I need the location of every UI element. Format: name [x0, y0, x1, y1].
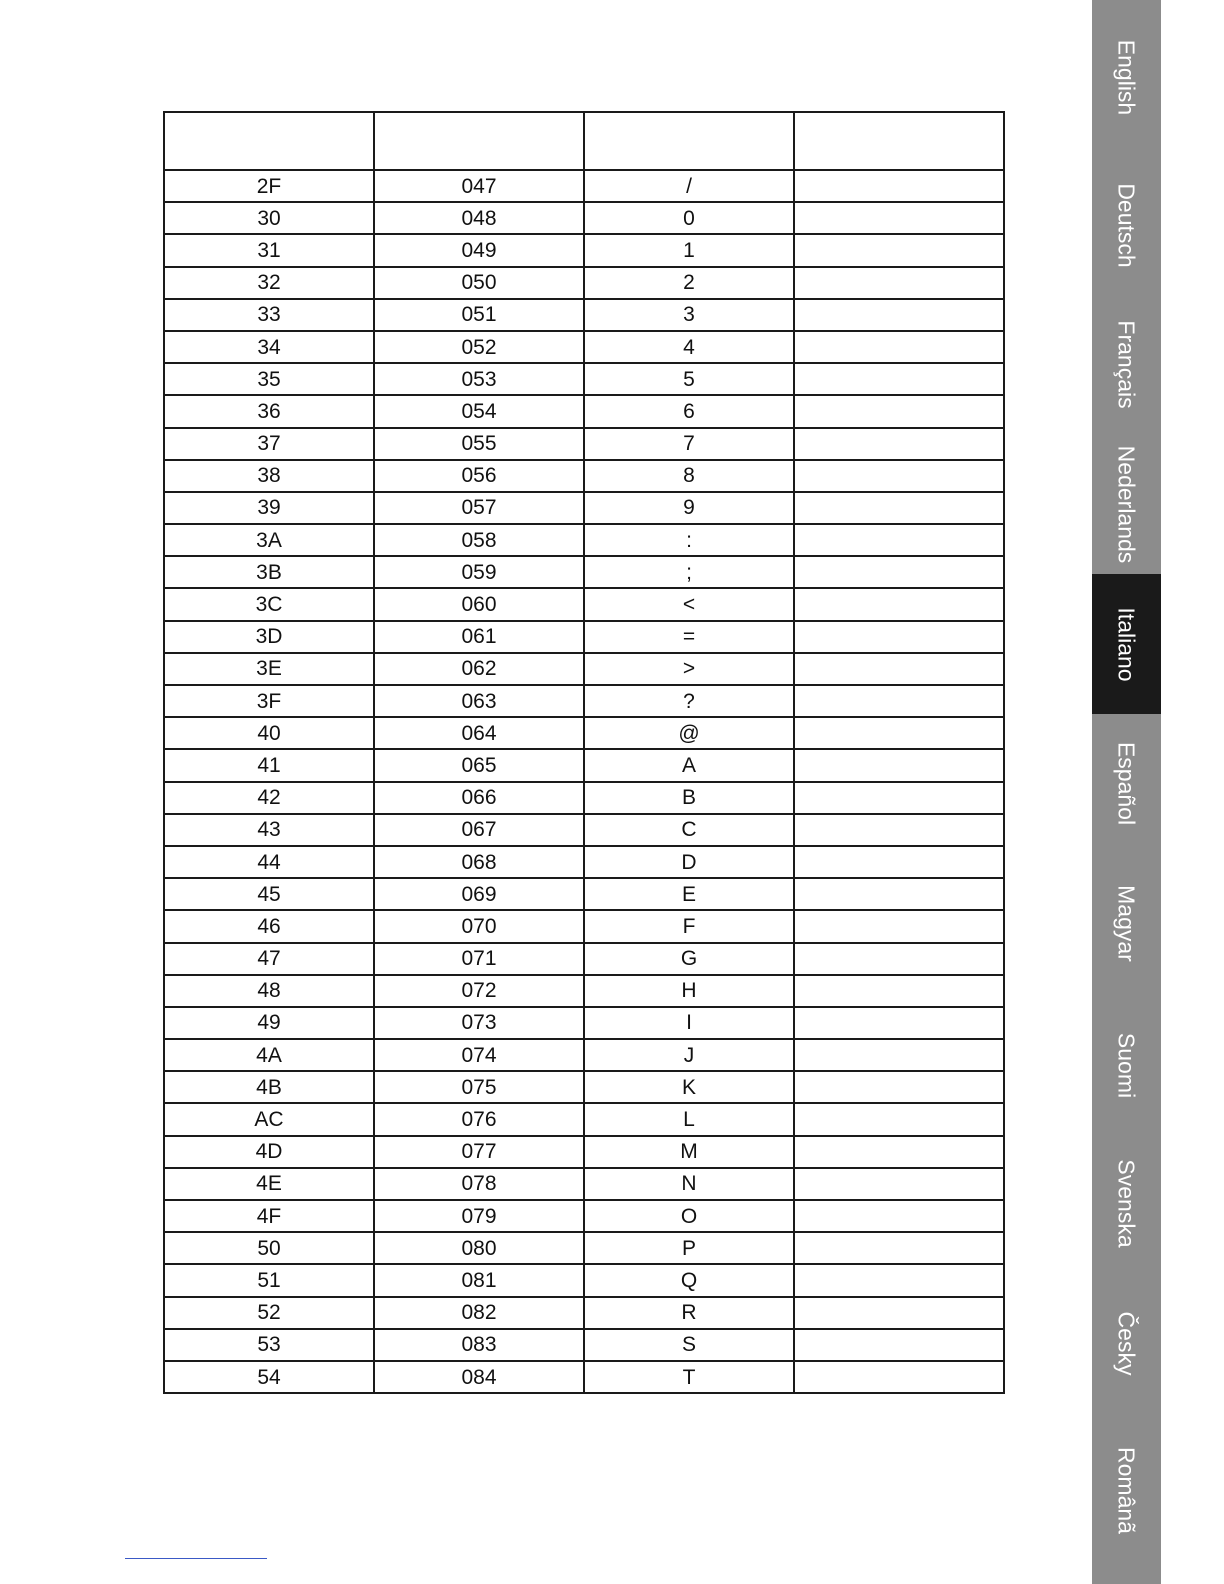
character-cell: Q: [584, 1264, 794, 1296]
character-cell: R: [584, 1297, 794, 1329]
table-row: [164, 170, 1004, 202]
table-row: [164, 653, 1004, 685]
hex-cell: 53: [164, 1329, 374, 1361]
character-cell: 2: [584, 267, 794, 299]
table-row: [164, 975, 1004, 1007]
lang-tab-magyar[interactable]: [1092, 856, 1161, 1000]
key-cell: [794, 717, 1004, 749]
character-cell: O: [584, 1200, 794, 1232]
hex-cell: 32: [164, 267, 374, 299]
decimal-cell: 081: [374, 1264, 584, 1296]
key-cell: [794, 428, 1004, 460]
character-cell: >: [584, 653, 794, 685]
key-cell: [794, 878, 1004, 910]
decimal-cell: 066: [374, 782, 584, 814]
character-cell: D: [584, 846, 794, 878]
lang-tab-label: Magyar: [1113, 884, 1140, 962]
table-header: [164, 112, 1004, 170]
decimal-cell: 074: [374, 1039, 584, 1071]
table-row: [164, 1136, 1004, 1168]
hex-cell: 3C: [164, 588, 374, 620]
lang-tab-italiano[interactable]: [1092, 574, 1161, 714]
table-row: [164, 1297, 1004, 1329]
hex-cell: 3A: [164, 524, 374, 556]
decimal-cell: 049: [374, 234, 584, 266]
character-cell: C: [584, 814, 794, 846]
hex-cell: 4B: [164, 1071, 374, 1103]
lang-tab-label: Deutsch: [1113, 182, 1140, 268]
lang-tab-label: Svenska: [1113, 1158, 1140, 1248]
hex-cell: 43: [164, 814, 374, 846]
table-row: [164, 331, 1004, 363]
ascii-code-table: [163, 111, 1005, 1394]
key-cell: [794, 170, 1004, 202]
decimal-cell: 076: [374, 1103, 584, 1135]
decimal-cell: 078: [374, 1168, 584, 1200]
key-cell: [794, 1039, 1004, 1071]
decimal-cell: 054: [374, 395, 584, 427]
lang-tab-romana[interactable]: [1092, 1426, 1161, 1584]
lang-tab-label: English: [1113, 39, 1140, 115]
decimal-cell: 073: [374, 1007, 584, 1039]
hex-cell: 46: [164, 910, 374, 942]
table-row: [164, 1232, 1004, 1264]
lang-tab-suomi[interactable]: [1092, 1000, 1161, 1143]
key-cell: [794, 556, 1004, 588]
character-cell: 9: [584, 492, 794, 524]
character-cell: H: [584, 975, 794, 1007]
character-cell: A: [584, 749, 794, 781]
decimal-cell: 059: [374, 556, 584, 588]
hex-cell: 51: [164, 1264, 374, 1296]
language-tabs: [1092, 0, 1161, 1584]
character-cell: P: [584, 1232, 794, 1264]
lang-tab-label: Românã: [1113, 1446, 1140, 1534]
key-cell: [794, 1168, 1004, 1200]
hex-cell: 2F: [164, 170, 374, 202]
key-cell: [794, 588, 1004, 620]
key-cell: [794, 621, 1004, 653]
key-cell: [794, 1103, 1004, 1135]
key-cell: [794, 1232, 1004, 1264]
key-cell: [794, 202, 1004, 234]
hex-cell: 31: [164, 234, 374, 266]
key-cell: [794, 299, 1004, 331]
character-cell: 1: [584, 234, 794, 266]
hex-cell: 3B: [164, 556, 374, 588]
table-row: [164, 1200, 1004, 1232]
character-cell: ?: [584, 685, 794, 717]
key-cell: [794, 1361, 1004, 1393]
hex-cell: 41: [164, 749, 374, 781]
table-row: [164, 524, 1004, 556]
table-row: [164, 910, 1004, 942]
character-cell: M: [584, 1136, 794, 1168]
key-cell: [794, 910, 1004, 942]
character-cell: K: [584, 1071, 794, 1103]
decimal-cell: 077: [374, 1136, 584, 1168]
character-cell: G: [584, 943, 794, 975]
lang-tab-label: Italiano: [1113, 606, 1140, 682]
hex-cell: 54: [164, 1361, 374, 1393]
decimal-cell: 058: [374, 524, 584, 556]
decimal-cell: 052: [374, 331, 584, 363]
key-cell: [794, 234, 1004, 266]
lang-tab-english[interactable]: [1092, 0, 1161, 150]
decimal-cell: 071: [374, 943, 584, 975]
key-cell: [794, 975, 1004, 1007]
table-row: [164, 588, 1004, 620]
decimal-cell: 070: [374, 910, 584, 942]
decimal-cell: 061: [374, 621, 584, 653]
table-row: [164, 846, 1004, 878]
hex-cell: 47: [164, 943, 374, 975]
table-row: [164, 1264, 1004, 1296]
table-row: [164, 428, 1004, 460]
footer-rule: [125, 1558, 267, 1559]
lang-tab-label: Nederlands: [1113, 445, 1140, 563]
character-cell: /: [584, 170, 794, 202]
key-cell: [794, 943, 1004, 975]
key-cell: [794, 814, 1004, 846]
key-cell: [794, 492, 1004, 524]
key-cell: [794, 331, 1004, 363]
table-header-cell: [164, 112, 374, 170]
hex-cell: 45: [164, 878, 374, 910]
character-cell: T: [584, 1361, 794, 1393]
table-row: [164, 878, 1004, 910]
key-cell: [794, 1297, 1004, 1329]
decimal-cell: 069: [374, 878, 584, 910]
key-cell: [794, 1264, 1004, 1296]
lang-tab-deutsch[interactable]: [1092, 150, 1161, 293]
key-cell: [794, 460, 1004, 492]
character-cell: 6: [584, 395, 794, 427]
decimal-cell: 079: [374, 1200, 584, 1232]
character-cell: E: [584, 878, 794, 910]
decimal-cell: 056: [374, 460, 584, 492]
key-cell: [794, 1007, 1004, 1039]
character-cell: J: [584, 1039, 794, 1071]
lang-tab-espanol[interactable]: [1092, 714, 1161, 856]
table-row: [164, 1103, 1004, 1135]
table-row: [164, 814, 1004, 846]
key-cell: [794, 685, 1004, 717]
decimal-cell: 072: [374, 975, 584, 1007]
key-cell: [794, 267, 1004, 299]
table-row: [164, 749, 1004, 781]
hex-cell: 3D: [164, 621, 374, 653]
table-row: [164, 395, 1004, 427]
decimal-cell: 060: [374, 588, 584, 620]
hex-cell: 4A: [164, 1039, 374, 1071]
decimal-cell: 083: [374, 1329, 584, 1361]
key-cell: [794, 1200, 1004, 1232]
character-cell: 7: [584, 428, 794, 460]
decimal-cell: 075: [374, 1071, 584, 1103]
decimal-cell: 067: [374, 814, 584, 846]
character-cell: F: [584, 910, 794, 942]
lang-tab-cesky[interactable]: [1092, 1286, 1161, 1426]
hex-cell: 44: [164, 846, 374, 878]
table-row: [164, 943, 1004, 975]
table-row: [164, 556, 1004, 588]
hex-cell: 4F: [164, 1200, 374, 1232]
decimal-cell: 080: [374, 1232, 584, 1264]
decimal-cell: 051: [374, 299, 584, 331]
decimal-cell: 057: [374, 492, 584, 524]
decimal-cell: 082: [374, 1297, 584, 1329]
lang-tab-label: Français: [1113, 319, 1140, 409]
hex-cell: 36: [164, 395, 374, 427]
key-cell: [794, 782, 1004, 814]
character-cell: 3: [584, 299, 794, 331]
table-header-row: [164, 112, 1004, 170]
table-header-cell: [584, 112, 794, 170]
table-row: [164, 460, 1004, 492]
key-cell: [794, 395, 1004, 427]
character-cell: ;: [584, 556, 794, 588]
character-cell: 5: [584, 363, 794, 395]
table-row: [164, 1168, 1004, 1200]
table-body: [164, 170, 1004, 1393]
character-cell: <: [584, 588, 794, 620]
table-row: [164, 234, 1004, 266]
decimal-cell: 055: [374, 428, 584, 460]
table-row: [164, 685, 1004, 717]
lang-tab-label: Česky: [1113, 1311, 1140, 1375]
hex-cell: 3E: [164, 653, 374, 685]
decimal-cell: 062: [374, 653, 584, 685]
lang-tab-svenska[interactable]: [1092, 1143, 1161, 1286]
decimal-cell: 047: [374, 170, 584, 202]
hex-cell: 4E: [164, 1168, 374, 1200]
character-cell: 0: [584, 202, 794, 234]
hex-cell: 3F: [164, 685, 374, 717]
lang-tab-francais[interactable]: [1092, 293, 1161, 436]
table-row: [164, 1329, 1004, 1361]
decimal-cell: 084: [374, 1361, 584, 1393]
decimal-cell: 048: [374, 202, 584, 234]
table-row: [164, 1361, 1004, 1393]
table-row: [164, 782, 1004, 814]
hex-cell: 30: [164, 202, 374, 234]
character-cell: B: [584, 782, 794, 814]
hex-cell: AC: [164, 1103, 374, 1135]
hex-cell: 49: [164, 1007, 374, 1039]
decimal-cell: 053: [374, 363, 584, 395]
hex-cell: 34: [164, 331, 374, 363]
decimal-cell: 063: [374, 685, 584, 717]
hex-cell: 48: [164, 975, 374, 1007]
hex-cell: 39: [164, 492, 374, 524]
character-cell: 8: [584, 460, 794, 492]
key-cell: [794, 1136, 1004, 1168]
table-row: [164, 492, 1004, 524]
hex-cell: 37: [164, 428, 374, 460]
hex-cell: 4D: [164, 1136, 374, 1168]
hex-cell: 42: [164, 782, 374, 814]
character-cell: 4: [584, 331, 794, 363]
key-cell: [794, 846, 1004, 878]
character-cell: L: [584, 1103, 794, 1135]
lang-tab-nederlands[interactable]: [1092, 436, 1161, 574]
decimal-cell: 065: [374, 749, 584, 781]
character-cell: @: [584, 717, 794, 749]
decimal-cell: 068: [374, 846, 584, 878]
hex-cell: 33: [164, 299, 374, 331]
table-header-cell: [374, 112, 584, 170]
hex-cell: 50: [164, 1232, 374, 1264]
key-cell: [794, 1071, 1004, 1103]
lang-tab-label: Español: [1113, 741, 1140, 825]
table-row: [164, 1071, 1004, 1103]
table-header-cell: [794, 112, 1004, 170]
hex-cell: 38: [164, 460, 374, 492]
hex-cell: 35: [164, 363, 374, 395]
table-row: [164, 1039, 1004, 1071]
table-row: [164, 299, 1004, 331]
table-row: [164, 1007, 1004, 1039]
hex-cell: 52: [164, 1297, 374, 1329]
key-cell: [794, 363, 1004, 395]
character-cell: N: [584, 1168, 794, 1200]
table-row: [164, 267, 1004, 299]
table-row: [164, 363, 1004, 395]
key-cell: [794, 749, 1004, 781]
character-cell: S: [584, 1329, 794, 1361]
decimal-cell: 050: [374, 267, 584, 299]
key-cell: [794, 524, 1004, 556]
table-row: [164, 621, 1004, 653]
decimal-cell: 064: [374, 717, 584, 749]
hex-cell: 40: [164, 717, 374, 749]
key-cell: [794, 1329, 1004, 1361]
character-cell: =: [584, 621, 794, 653]
lang-tab-label: Suomi: [1113, 1032, 1140, 1098]
character-cell: I: [584, 1007, 794, 1039]
key-cell: [794, 653, 1004, 685]
table-row: [164, 717, 1004, 749]
table-row: [164, 202, 1004, 234]
character-cell: :: [584, 524, 794, 556]
